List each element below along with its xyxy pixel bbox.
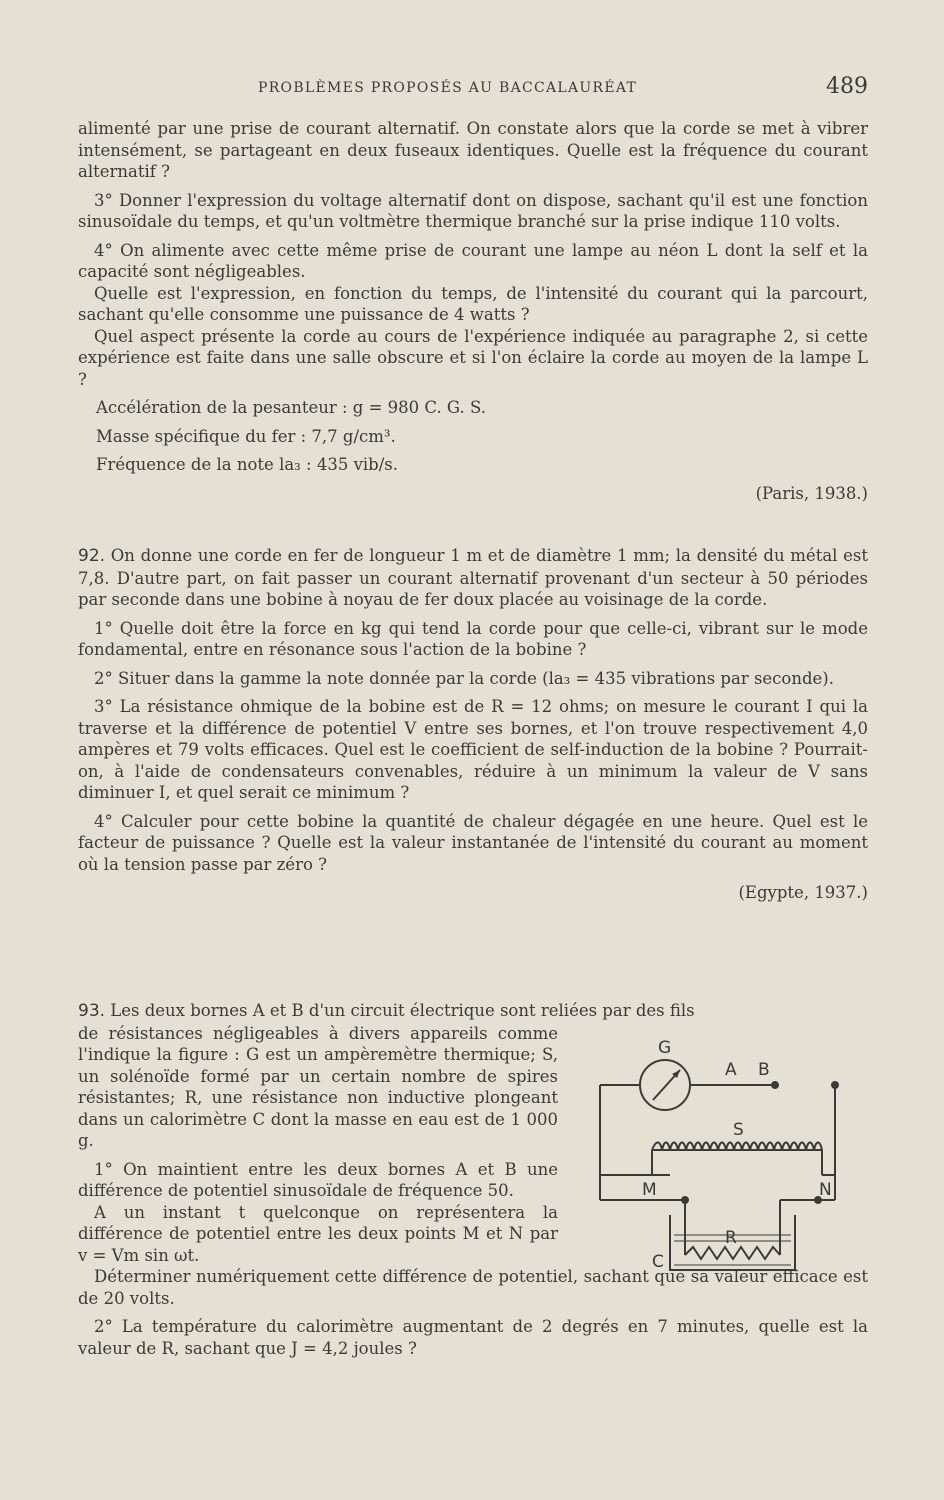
data-density: Masse spécifique du fer : 7,7 g/cm³. — [96, 426, 396, 446]
question-4b: Quelle est l'expression, en fonction du temps, de l'intensité du courant qui la parcourt, sachant qu'elle consomme une puissance de 4 watts ? — [78, 283, 868, 324]
running-head: PROBLÈMES PROPOSÉS AU BACCALAURÉAT — [258, 80, 638, 96]
label-a: A — [725, 1060, 737, 1080]
resistor-zigzag — [685, 1247, 780, 1259]
part1-block — [78, 118, 868, 511]
question-4: 4° On alimente avec cette même prise de courant une lampe au néon L dont la self et la capacité sont négligeables. — [78, 240, 868, 281]
circuit-diagram — [590, 1025, 880, 1285]
problem-92-q1: 1° Quelle doit être la force en kg qui tend la corde pour que celle-ci, vibrant sur le mode fondamental, entre en résonance sous l'action de la bobine ? — [78, 618, 868, 659]
label-n: N — [819, 1180, 832, 1200]
problem-93-intro: de résistances négligeables à divers appareils comme l'indique la figure : G est un ampèremètre thermique; S, un solénoïde formé par un certain nombre de spires résistantes; R, une résistance non inductive plongeant dans un calorimètre C dont la masse en eau est de 1 000 g. — [78, 1023, 558, 1150]
problem-92-q4: 4° Calculer pour cette bobine la quantité de chaleur dégagée en une heure. Quel est le facteur de puissance ? Quelle est la valeur instantanée de l'intensité du courant au moment où la tension passe par zéro ? — [78, 811, 868, 874]
data-frequency: Fréquence de la note la₃ : 435 vib/s. — [96, 455, 399, 474]
label-b: B — [758, 1060, 770, 1080]
problem-93-q1c: Déterminer numériquement cette différence de potentiel, sachant que sa valeur efficace est de 20 volts. — [78, 1267, 868, 1308]
page-number: 489 — [826, 74, 868, 99]
problem-number-92: 92. — [78, 546, 106, 566]
solenoid-coil — [652, 1143, 822, 1151]
circuit-figure — [590, 1025, 880, 1285]
label-g: G — [658, 1038, 672, 1058]
label-r: R — [725, 1228, 737, 1248]
ammeter-circle — [640, 1060, 690, 1110]
source-egypte: (Egypte, 1937.) — [738, 883, 868, 902]
page-header — [78, 74, 868, 104]
question-3: 3° Donner l'expression du voltage alternatif dont on dispose, sachant qu'il est une fonction sinusoïdale du temps, et qu'un voltmètre thermique branché sur la prise indique 110 volts. — [78, 190, 868, 231]
problem-number-93: 93. — [78, 1001, 106, 1021]
problem-93-q1b: A un instant t quelconque on représentera la différence de potentiel entre les deux points M et N par v = Vm sin ωt. — [78, 1202, 558, 1265]
problem-92 — [78, 545, 868, 911]
problem-93-intro-first: Les deux bornes A et B d'un circuit électrique sont reliées par des fils — [110, 1001, 695, 1020]
label-s: S — [733, 1120, 744, 1140]
problem-93-q2: 2° La température du calorimètre augmentant de 2 degrés en 7 minutes, quelle est la valeur de R, sachant que J = 4,2 joules ? — [78, 1317, 868, 1358]
problem-92-q2: 2° Situer dans la gamme la note donnée par la corde (la₃ = 435 vibrations par seconde). — [94, 668, 834, 688]
source-paris: (Paris, 1938.) — [755, 483, 868, 503]
label-m: M — [642, 1180, 657, 1200]
continuation-paragraph: alimenté par une prise de courant alternatif. On constate alors que la corde se met à vibrer intensément, se partageant en deux fuseaux identiques. Quelle est la fréquence du courant alternatif ? — [78, 119, 868, 181]
problem-92-intro: On donne une corde en fer de longueur 1 m et de diamètre 1 mm; la densité du métal est 7,8. D'autre part, on fait passer un courant alternatif provenant d'un secteur à 50 périodes par seconde dans une bobine à noyau de fer doux placée au voisinage de la corde. — [78, 546, 869, 609]
question-4c: Quel aspect présente la corde au cours de l'expérience indiquée au paragraphe 2, si cette expérience est faite dans une salle obscure et si l'on éclaire la corde au moyen de la lampe L ? — [78, 326, 868, 389]
problem-92-q3: 3° La résistance ohmique de la bobine est de R = 12 ohms; on mesure le courant I qui la traverse et la différence de potentiel V entre ses bornes, et l'on trouve respectivement 4,0 ampères et 79 volts efficaces. Quel est le coefficient de self-induction de la bobine ? Pourrait-on, à l'aide de condensateurs convenables, réduire à un minimum la valeur de V sans diminuer I, et quel serait ce minimum ? — [78, 697, 868, 802]
problem-93-q1: 1° On maintient entre les deux bornes A et B une différence de potentiel sinusoïdale de fréquence 50. — [78, 1159, 558, 1200]
label-c: C — [652, 1252, 664, 1272]
data-gravity: Accélération de la pesanteur : g = 980 C. G. S. — [96, 398, 486, 417]
